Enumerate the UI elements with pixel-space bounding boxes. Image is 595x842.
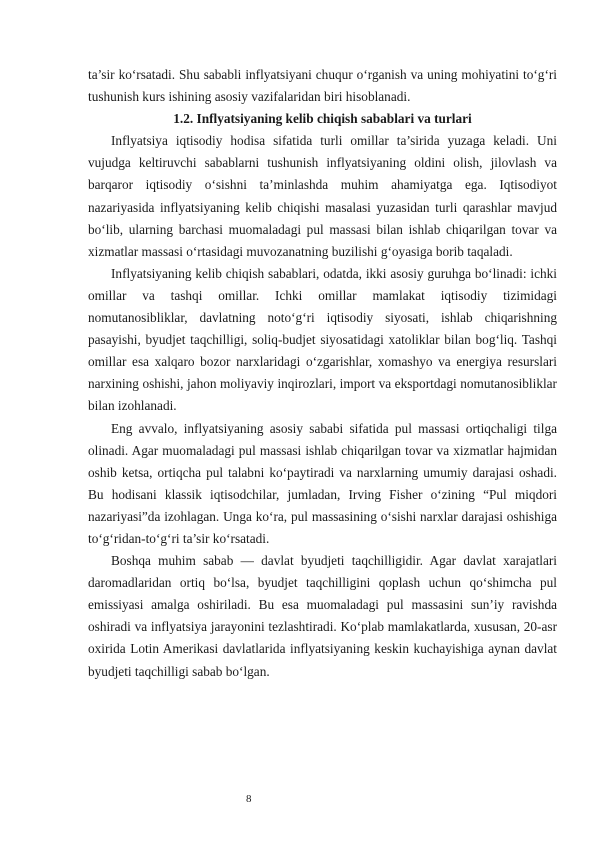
paragraph-intro-continuation: ta’sir ko‘rsatadi. Shu sababli inflyatsiyani chuqur o‘rganish va uning mohiyatini to‘g‘ri tushunish kurs ishining asosiy vazifalaridan biri hisoblanadi. xyxy=(88,67,557,105)
paragraph-money-supply: Eng avvalo, inflyatsiyaning asosiy sababi sifatida pul massasi ortiqchaligi tilga olinadi. Agar muomaladagi pul massasi ishlab chiqarilgan tovar va xizmatlar hajmidan oshib ketsa, ortiqcha pul talabni ko‘paytiradi va narxlarning umumiy darajasi oshadi. Bu hodisani klassik iqtisodchilar, jumladan, Irving Fisher o‘zining “Pul miqdori nazariyasi”da izohlagan. Unga ko‘ra, pul massasining o‘sishi narxlar darajasi oshishiga to‘g‘ridan-to‘g‘ri ta’sir ko‘rsatadi. xyxy=(88,420,557,546)
page-number: 8 xyxy=(246,793,252,805)
paragraph-budget-deficit: Boshqa muhim sabab — davlat byudjeti taqchilligidir. Agar davlat xarajatlari daromadlaridan ortiq bo‘lsa, byudjet taqchilligini qoplash uchun qo‘shimcha pul emissiyasi amalga oshiriladi. Bu esa muomaladagi pul massasini sun’iy ravishda oshiradi va inflyatsiya jarayonini tezlashtiradi. Ko‘plab mamlakatlarda, xususan, 20-asr oxirida Lotin Amerikasi davlatlarida inflyatsiyaning keskin kuchayishiga aynan davlat byudjeti taqchilligi sabab bo‘lgan. xyxy=(88,553,557,679)
section-heading: 1.2. Inflyatsiyaning kelib chiqish sabablari va turlari xyxy=(173,111,472,127)
paragraph-internal-external-factors: Inflyatsiyaning kelib chiqish sabablari, odatda, ikki asosiy guruhga bo‘linadi: ichki omillar va tashqi omillar. Ichki omillar mamlakat iqtisodiy tizimidagi nomutanosibliklar, davlatning noto‘g‘ri iqtisodiy siyosati, ishlab chiqarishning pasayishi, byudjet taqchilligi, soliq-budjet siyosatidagi xatoliklar bilan bog‘liq. Tashqi omillar esa xalqaro bozor narxlaridagi o‘zgarishlar, xomashyo va energiya resurslari narxining oshishi, jahon moliyaviy inqirozlari, import va eksportdagi nomutanosibliklar bilan izohlanadi. xyxy=(88,265,557,414)
document-page xyxy=(88,64,557,683)
paragraph-causes-overview: Inflyatsiya iqtisodiy hodisa sifatida turli omillar ta’sirida yuzaga keladi. Uni vujudga keltiruvchi sabablarni tushunish inflyatsiyaning oldini olish, jilovlash va barqaror iqtisodiy o‘sishni ta’minlashda muhim ahamiyatga ega. Iqtisodiyot nazariyasida inflyatsiyaning kelib chiqishi masalasi yuzasidan turli qarashlar mavjud bo‘lib, ularning barchasi muomaladagi pul massasi bilan ishlab chiqarilgan tovar va xizmatlar massasi o‘rtasidagi muvozanatning buzilishi g‘oyasiga borib taqaladi. xyxy=(88,133,557,259)
